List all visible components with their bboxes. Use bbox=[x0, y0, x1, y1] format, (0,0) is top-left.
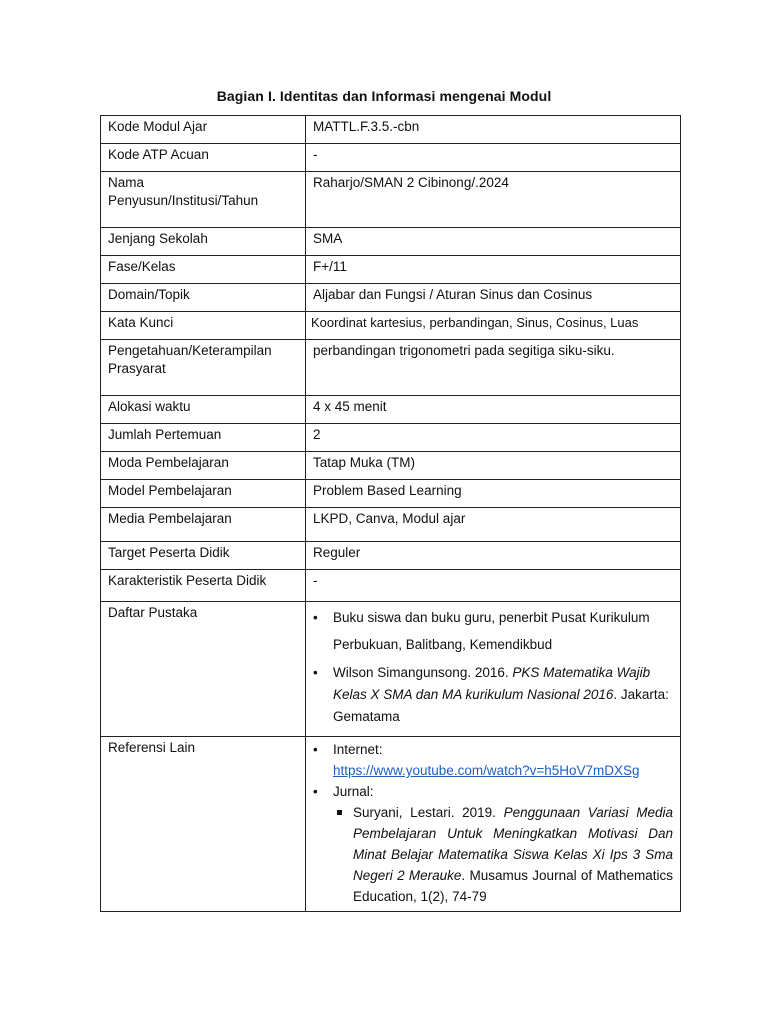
row-label: Model Pembelajaran bbox=[101, 480, 306, 508]
list-item bbox=[333, 781, 673, 907]
table-row bbox=[101, 340, 681, 396]
row-value: Tatap Muka (TM) bbox=[306, 452, 681, 480]
table-row bbox=[101, 116, 681, 144]
table-row bbox=[101, 570, 681, 602]
row-label: Karakteristik Peserta Didik bbox=[101, 570, 306, 602]
list-item: • Buku siswa dan buku guru, penerbit Pusat Kurikulum Perbukuan, Balitbang, Kemendikbud bbox=[333, 604, 673, 658]
row-label: Alokasi waktu bbox=[101, 396, 306, 424]
table-row bbox=[101, 228, 681, 256]
row-label bbox=[101, 172, 306, 228]
table-row bbox=[101, 256, 681, 284]
row-value: Aljabar dan Fungsi / Aturan Sinus dan Cosinus bbox=[306, 284, 681, 312]
internet-label: • Internet: bbox=[333, 742, 383, 757]
table-row bbox=[101, 172, 681, 228]
row-label: Fase/Kelas bbox=[101, 256, 306, 284]
row-label bbox=[101, 340, 306, 396]
row-value: Koordinat kartesius, perbandingan, Sinus, Cosinus, Luas bbox=[306, 312, 681, 340]
row-label-line: Penyusun/Institusi/Tahun bbox=[108, 193, 259, 208]
row-value: - bbox=[306, 570, 681, 602]
row-value: SMA bbox=[306, 228, 681, 256]
row-value: LKPD, Canva, Modul ajar bbox=[306, 508, 681, 542]
table-row bbox=[101, 602, 681, 737]
row-value: perbandingan trigonometri pada segitiga siku-siku. bbox=[306, 340, 681, 396]
table-row bbox=[101, 424, 681, 452]
bullet-list bbox=[313, 604, 673, 732]
row-label: Kata Kunci bbox=[101, 312, 306, 340]
list-item bbox=[353, 802, 673, 907]
row-label: Kode ATP Acuan bbox=[101, 144, 306, 172]
sub-bullet-list bbox=[333, 802, 673, 907]
table-row bbox=[101, 396, 681, 424]
table-row bbox=[101, 542, 681, 570]
table-row bbox=[101, 284, 681, 312]
table-row bbox=[101, 480, 681, 508]
citation-text: . Jakarta: Gematama bbox=[333, 687, 669, 724]
table-row bbox=[101, 312, 681, 340]
row-value: 2 bbox=[306, 424, 681, 452]
row-label: Target Peserta Didik bbox=[101, 542, 306, 570]
reference-list bbox=[306, 602, 681, 737]
row-value: MATTL.F.3.5.-cbn bbox=[306, 116, 681, 144]
table-row bbox=[101, 144, 681, 172]
list-item bbox=[333, 662, 673, 732]
bullet-list bbox=[313, 739, 673, 907]
row-label: Moda Pembelajaran bbox=[101, 452, 306, 480]
row-label: Referensi Lain bbox=[101, 737, 306, 912]
row-label: Media Pembelajaran bbox=[101, 508, 306, 542]
module-identity-table bbox=[100, 115, 681, 912]
table-row bbox=[101, 452, 681, 480]
citation-text: Wilson Simangunsong. 2016. bbox=[333, 665, 513, 680]
row-value: - bbox=[306, 144, 681, 172]
citation-title: Penggunaan Variasi Media Pembelajaran Untuk Meningkatkan Motivasi Dan Minat Belajar Matematika Siswa Kelas Xi Ips 3 Sma Negeri 2 Merauke bbox=[353, 805, 673, 883]
list-item bbox=[333, 739, 673, 781]
youtube-link[interactable]: https://www.youtube.com/watch?v=h5HoV7mDXSg bbox=[333, 763, 640, 778]
citation-text: . Musamus Journal of Mathematics Education, 1(2), 74-79 bbox=[353, 868, 673, 904]
other-references bbox=[306, 737, 681, 912]
table-row bbox=[101, 508, 681, 542]
row-value: 4 x 45 menit bbox=[306, 396, 681, 424]
row-label-line: Nama bbox=[108, 175, 145, 190]
row-value: Problem Based Learning bbox=[306, 480, 681, 508]
row-label: Daftar Pustaka bbox=[101, 602, 306, 737]
row-label: Jumlah Pertemuan bbox=[101, 424, 306, 452]
row-label-line: Prasyarat bbox=[108, 361, 166, 376]
row-value: Reguler bbox=[306, 542, 681, 570]
page-title: Bagian I. Identitas dan Informasi mengenai Modul bbox=[216, 88, 552, 104]
table-row bbox=[101, 737, 681, 912]
row-label-line: Pengetahuan/Keterampilan bbox=[108, 343, 272, 358]
row-value: Raharjo/SMAN 2 Cibinong/.2024 bbox=[306, 172, 681, 228]
citation-text: Suryani, Lestari. 2019. bbox=[353, 805, 504, 820]
row-label: Kode Modul Ajar bbox=[101, 116, 306, 144]
row-label: Domain/Topik bbox=[101, 284, 306, 312]
row-value: F+/11 bbox=[306, 256, 681, 284]
citation-title: PKS Matematika Wajib Kelas X SMA dan MA kurikulum Nasional 2016 bbox=[333, 665, 651, 702]
jurnal-label: • Jurnal: bbox=[333, 784, 374, 799]
row-label: Jenjang Sekolah bbox=[101, 228, 306, 256]
